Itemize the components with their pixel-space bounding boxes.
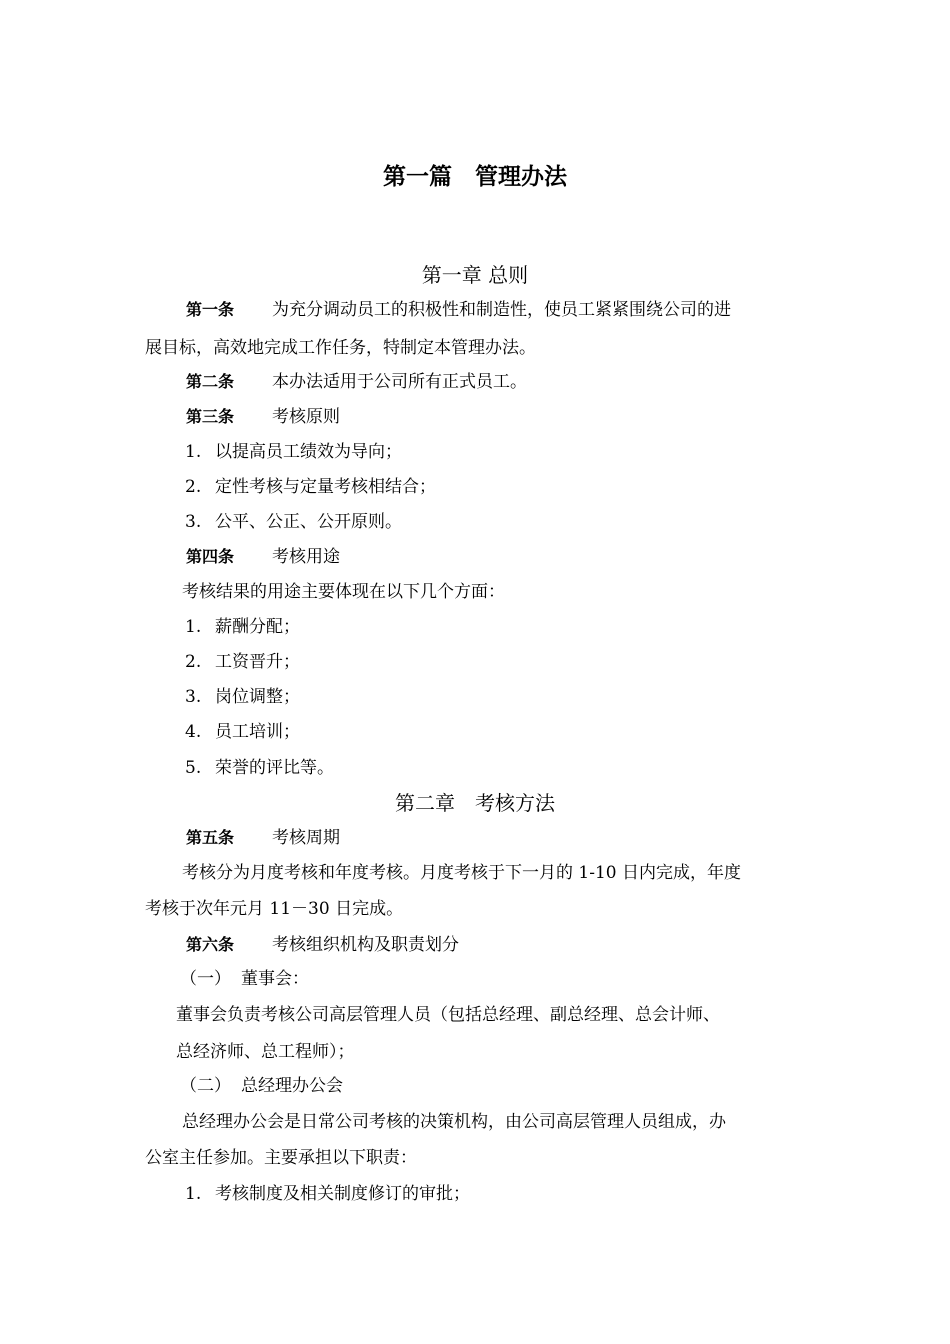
list-item-text: 定性考核与定量考核相结合；	[215, 477, 436, 497]
article-4	[186, 546, 340, 568]
section-2-text: 总经理办公会	[241, 1076, 343, 1096]
section-2-body: 总经理办公会是日常公司考核的决策机构，由公司高层管理人员组成，办	[182, 1112, 726, 1132]
list-item-number: 1.	[185, 442, 202, 462]
list-item-number: 1.	[185, 1184, 202, 1204]
chapter-2-title: 第二章 考核方法	[395, 791, 555, 815]
list-item	[185, 476, 436, 498]
list-item-text: 考核制度及相关制度修订的审批；	[215, 1184, 470, 1204]
list-item-text: 以提高员工绩效为导向；	[215, 442, 402, 462]
article-3-label: 第三条	[186, 407, 235, 426]
list-item-number: 2.	[185, 477, 202, 497]
section-1-text: 董事会：	[241, 969, 309, 989]
chapter-1-title: 第一章 总则	[421, 263, 529, 287]
list-item-number: 3.	[185, 687, 202, 707]
section-1-body-continuation: 总经济师、总工程师）；	[176, 1042, 355, 1062]
list-item	[185, 651, 300, 673]
article-6	[186, 934, 459, 956]
list-item-number: 1.	[185, 617, 202, 637]
list-item	[185, 511, 402, 533]
article-3-text: 考核原则	[272, 407, 341, 427]
list-item-text: 岗位调整；	[215, 687, 300, 707]
article-3	[186, 406, 340, 428]
article-4-text: 考核用途	[272, 547, 341, 567]
list-item-text: 薪酬分配；	[215, 617, 300, 637]
list-item-text: 员工培训；	[215, 722, 300, 742]
list-item-number: 3.	[185, 512, 202, 532]
article-6-text: 考核组织机构及职责划分	[272, 935, 460, 955]
article-1	[186, 299, 731, 321]
article-2	[186, 371, 527, 393]
section-1-label: （一）	[180, 969, 231, 989]
list-item-number: 5.	[185, 758, 202, 778]
list-item-text: 工资晋升；	[215, 652, 300, 672]
list-item	[185, 1183, 470, 1205]
section-2-label: （二）	[180, 1076, 231, 1096]
list-item-number: 4.	[185, 722, 202, 742]
part-title: 第一篇 管理办法	[383, 164, 567, 190]
article-5-body: 考核分为月度考核和年度考核。月度考核于下一月的 1-10 日内完成，年度	[182, 863, 741, 883]
article-1-label: 第一条	[186, 300, 235, 319]
list-item-text: 公平、公正、公开原则。	[215, 512, 402, 532]
section-2	[180, 1075, 343, 1097]
list-item-text: 荣誉的评比等。	[215, 758, 334, 778]
article-4-label: 第四条	[186, 547, 235, 566]
section-1	[180, 968, 309, 990]
list-item-number: 2.	[185, 652, 202, 672]
section-2-body-continuation: 公室主任参加。主要承担以下职责：	[145, 1148, 417, 1168]
list-item	[185, 441, 402, 463]
article-5	[186, 827, 340, 849]
article-1-continuation: 展目标，高效地完成工作任务，特制定本管理办法。	[145, 338, 536, 358]
article-1-text: 为充分调动员工的积极性和制造性，使员工紧紧围绕公司的进	[272, 300, 732, 320]
list-item	[185, 686, 300, 708]
list-item	[185, 721, 300, 743]
article-5-label: 第五条	[186, 828, 235, 847]
article-4-intro: 考核结果的用途主要体现在以下几个方面：	[182, 582, 505, 602]
list-item	[185, 757, 334, 779]
article-6-label: 第六条	[186, 935, 235, 954]
article-2-label: 第二条	[186, 372, 235, 391]
article-2-text: 本办法适用于公司所有正式员工。	[272, 372, 528, 392]
article-5-body-continuation: 考核于次年元月 11－30 日完成。	[145, 899, 404, 919]
article-5-text: 考核周期	[272, 828, 341, 848]
list-item	[185, 616, 300, 638]
section-1-body: 董事会负责考核公司高层管理人员（包括总经理、副总经理、总会计师、	[176, 1005, 720, 1025]
